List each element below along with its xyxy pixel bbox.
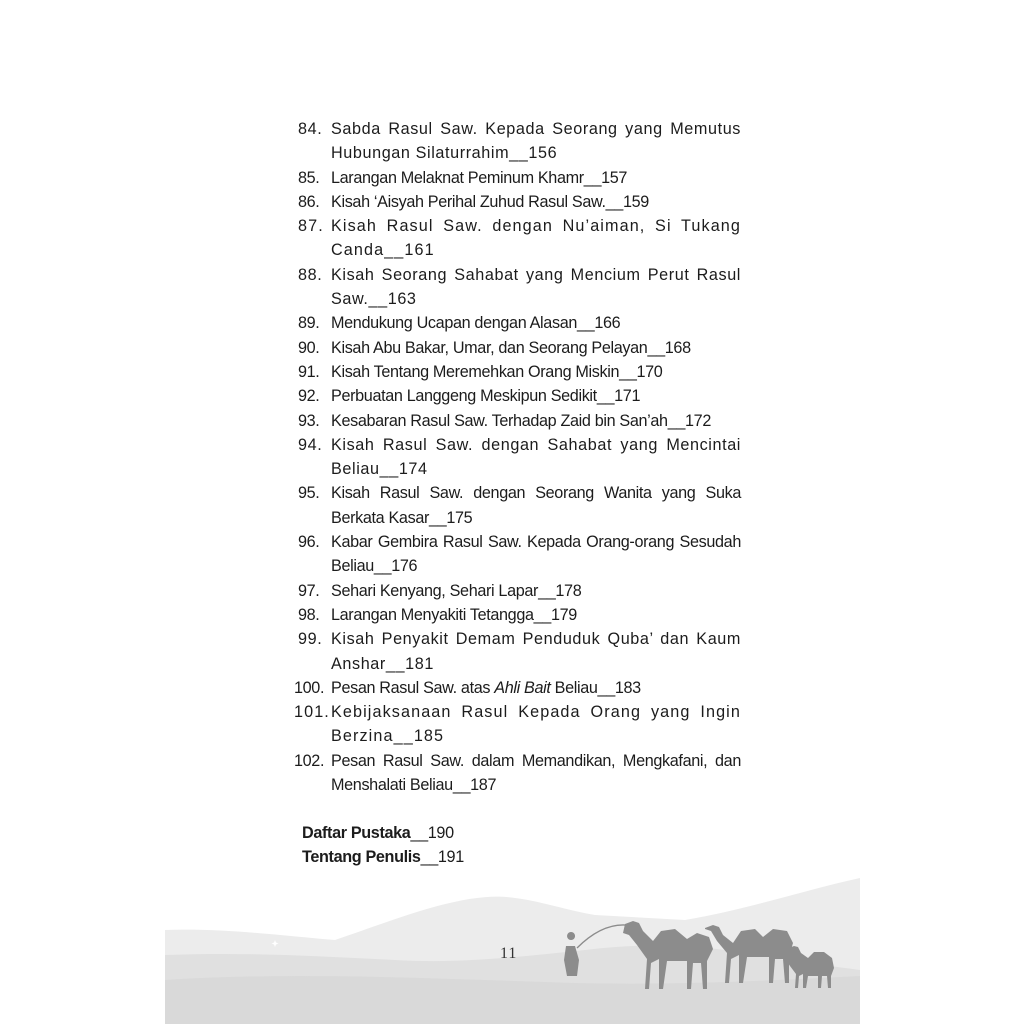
entry-title: Kisah Abu Bakar, Umar, dan Seorang Pelayan <box>331 338 648 357</box>
entry-page: 187 <box>470 776 497 795</box>
toc-entry <box>298 360 741 384</box>
toc-entry <box>298 263 741 312</box>
toc-entry <box>298 166 741 190</box>
toc-entry <box>298 311 741 335</box>
entry-title: Pesan Rasul Saw. dalam Memandikan, Mengkafani, dan Menshalati Beliau <box>331 751 741 795</box>
entry-number: 98. <box>298 605 320 624</box>
entry-separator: __ <box>619 362 637 381</box>
entry-page: 172 <box>685 411 711 430</box>
toc-entry <box>298 627 741 676</box>
entry-title: Kisah Rasul Saw. dengan Sahabat yang Mencintai Beliau <box>331 435 741 479</box>
entry-page: 174 <box>398 460 428 479</box>
entry-title <box>331 679 598 697</box>
entry-separator: __ <box>596 387 615 406</box>
entry-separator: __ <box>605 192 623 211</box>
entry-title: Sehari Kenyang, Sehari Lapar <box>331 581 539 600</box>
entry-page: 161 <box>404 241 435 260</box>
entry-separator: __ <box>379 460 399 479</box>
toc-entry <box>298 336 741 360</box>
entry-number: 85. <box>298 168 320 187</box>
entry-number: 89. <box>298 314 320 333</box>
entry-separator: __ <box>597 678 615 697</box>
entry-page: 175 <box>446 508 473 527</box>
entry-separator: __ <box>667 411 686 430</box>
toc-entry <box>298 481 741 530</box>
entry-page: 179 <box>550 605 577 624</box>
entry-title: Kesabaran Rasul Saw. Terhadap Zaid bin San’ah <box>331 411 668 430</box>
entry-number: 100. <box>294 678 325 697</box>
entry-page: 166 <box>594 314 621 333</box>
entry-separator: __ <box>393 727 414 746</box>
desert-caravan-illustration <box>165 860 860 1024</box>
entry-separator: __ <box>368 290 388 309</box>
toc-entry <box>298 190 741 214</box>
back-matter-label: Tentang Penulis <box>302 848 421 867</box>
entry-title: Kisah Rasul Saw. dengan Seorang Wanita yang Suka Berkata Kasar <box>331 484 741 527</box>
entry-separator: __ <box>647 338 665 357</box>
toc-entry <box>298 579 741 603</box>
entry-page: 183 <box>614 678 641 697</box>
foreground-dune <box>165 976 860 1024</box>
entry-page: 185 <box>413 727 445 746</box>
entry-title: Kisah Tentang Meremehkan Orang Miskin <box>331 362 620 381</box>
entry-separator: __ <box>533 605 551 624</box>
entry-separator: __ <box>420 848 438 867</box>
entry-title: Larangan Melaknat Peminum Khamr <box>331 168 584 187</box>
entry-page: 171 <box>614 387 641 406</box>
entry-title: Kisah Rasul Saw. dengan Nu’aiman, Si Tukang Canda <box>331 217 741 260</box>
back-matter-page: 191 <box>437 848 464 867</box>
entry-number: 97. <box>298 581 320 600</box>
entry-number: 84. <box>298 120 323 138</box>
entry-page: 156 <box>528 144 558 163</box>
entry-title: Perbuatan Langgeng Meskipun Sedikit <box>331 387 597 406</box>
entry-title: Kisah ‘Aisyah Perihal Zuhud Rasul Saw. <box>331 192 606 211</box>
entry-number: 91. <box>298 362 320 381</box>
entry-number: 92. <box>298 387 320 406</box>
back-matter-entry <box>302 821 464 845</box>
back-matter-page: 190 <box>427 824 454 842</box>
entry-separator: __ <box>384 241 405 260</box>
entry-separator: __ <box>583 168 602 187</box>
toc-entry <box>298 214 741 263</box>
entry-title: Mendukung Ucapan dengan Alasan <box>331 314 578 333</box>
entry-page: 159 <box>622 192 649 211</box>
entry-title: Sabda Rasul Saw. Kepada Seorang yang Memutus Hubungan Silaturrahim <box>331 120 741 163</box>
entry-separator: __ <box>509 144 529 163</box>
toc-entry <box>298 530 741 579</box>
entry-title: Kisah Penyakit Demam Penduduk Quba’ dan Kaum Anshar <box>331 630 741 673</box>
entry-number: 86. <box>298 192 320 211</box>
entry-title-part: Beliau <box>550 678 598 697</box>
entry-title-italic: Ahli Bait <box>494 678 551 697</box>
entry-number: 101. <box>294 703 330 722</box>
entry-title: Kabar Gembira Rasul Saw. Kepada Orang-orang Sesudah Beliau <box>331 533 741 576</box>
entry-number: 88. <box>298 265 323 284</box>
entry-separator: __ <box>385 654 406 673</box>
entry-separator: __ <box>452 776 471 795</box>
entry-separator: __ <box>373 557 392 576</box>
entry-number: 93. <box>298 411 320 430</box>
toc-entry <box>298 409 741 433</box>
back-matter-label: Daftar Pustaka <box>302 824 411 842</box>
entry-separator: __ <box>538 581 556 600</box>
entry-title-part: Pesan Rasul Saw. atas <box>331 678 495 697</box>
toc-entry <box>294 676 741 700</box>
entry-number: 94. <box>298 435 323 454</box>
entry-number: 96. <box>298 533 320 552</box>
entry-number: 87. <box>298 217 324 236</box>
toc-entry <box>298 603 741 627</box>
entry-page: 168 <box>664 338 691 357</box>
entry-separator: __ <box>410 824 428 842</box>
entry-page: 176 <box>391 557 418 576</box>
entry-page: 163 <box>387 290 417 309</box>
entry-number: 95. <box>298 484 320 503</box>
table-of-contents <box>294 117 741 797</box>
entry-separator: __ <box>429 508 447 527</box>
toc-entry <box>298 384 741 408</box>
entry-title: Larangan Menyakiti Tetangga <box>331 605 534 624</box>
entry-number: 99. <box>298 630 323 649</box>
entry-separator: __ <box>577 314 595 333</box>
toc-entry <box>294 749 741 798</box>
page-number: 11 <box>500 945 518 962</box>
toc-entry <box>294 700 741 749</box>
entry-number: 90. <box>298 338 320 357</box>
entry-number: 102. <box>294 751 325 770</box>
entry-page: 170 <box>636 362 663 381</box>
entry-page: 157 <box>601 168 628 187</box>
entry-page: 178 <box>555 581 582 600</box>
toc-entry <box>298 117 741 166</box>
entry-title: Kebijaksanaan Rasul Kepada Orang yang Ingin Berzina <box>331 703 741 746</box>
toc-entry <box>298 433 741 482</box>
entry-page: 181 <box>405 654 434 673</box>
entry-title: Kisah Seorang Sahabat yang Mencium Perut Rasul Saw. <box>331 265 741 309</box>
